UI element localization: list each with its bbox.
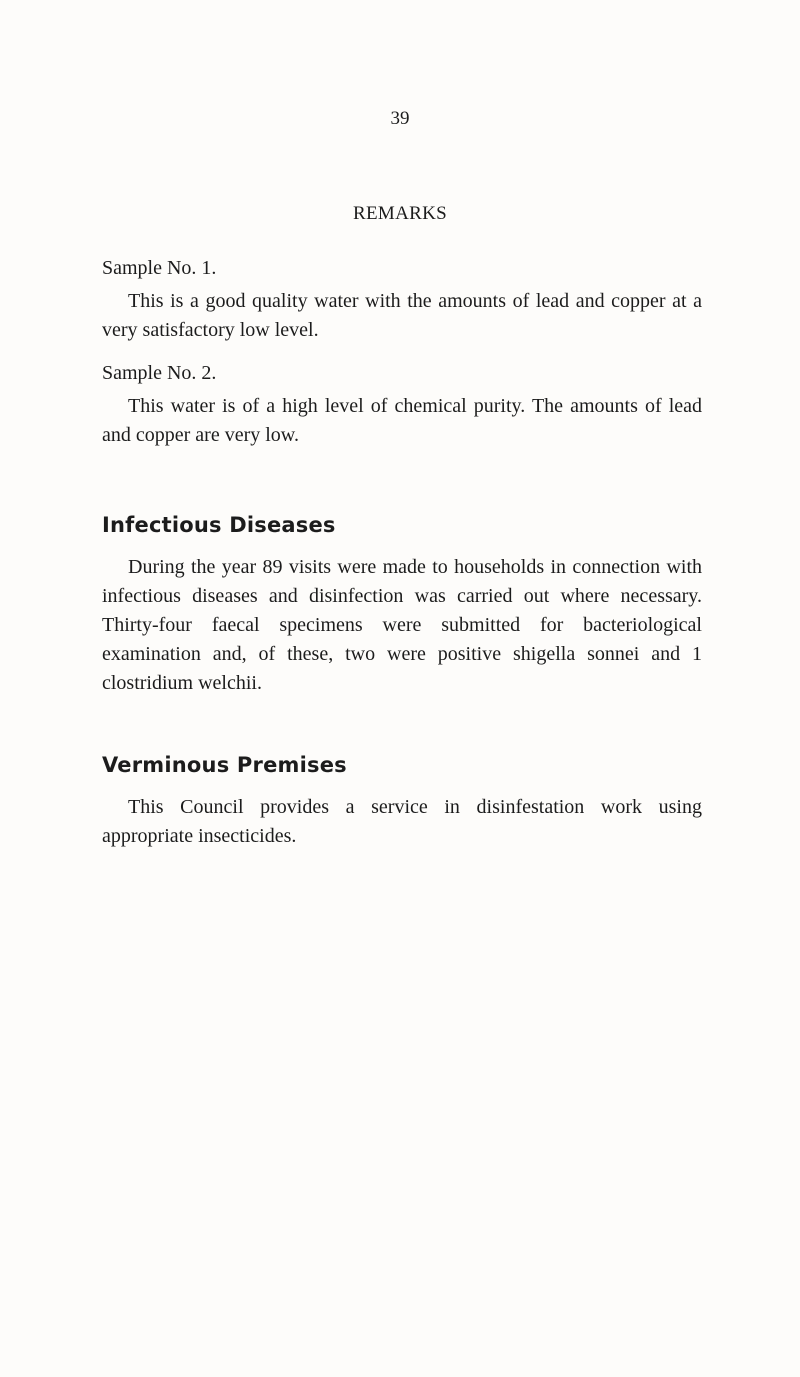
verminous-premises-heading: Verminous Premises: [102, 753, 347, 777]
sample-1-label: Sample No. 1.: [102, 257, 217, 279]
sample-2-label: Sample No. 2.: [102, 362, 217, 384]
sample-2-text: This water is of a high level of chemical purity. The amounts of lead and copper are very low.: [102, 395, 702, 446]
page-number: 39: [390, 108, 410, 129]
sample-1-text: This is a good quality water with the amounts of lead and copper at a very satisfactory low level.: [102, 290, 702, 341]
infectious-diseases-text: During the year 89 visits were made to households in connection with infectious diseases and disinfection was carried out where necessary. Thirty-four faecal specimens were submitted for bacteriological examination and, of these, two were positive shigella sonnei and 1 clostridium welchii.: [102, 556, 702, 694]
remarks-heading: REMARKS: [353, 203, 447, 224]
infectious-diseases-heading: Infectious Diseases: [102, 513, 336, 537]
verminous-premises-text: This Council provides a service in disinfestation work using appropriate insecticides.: [102, 796, 702, 847]
